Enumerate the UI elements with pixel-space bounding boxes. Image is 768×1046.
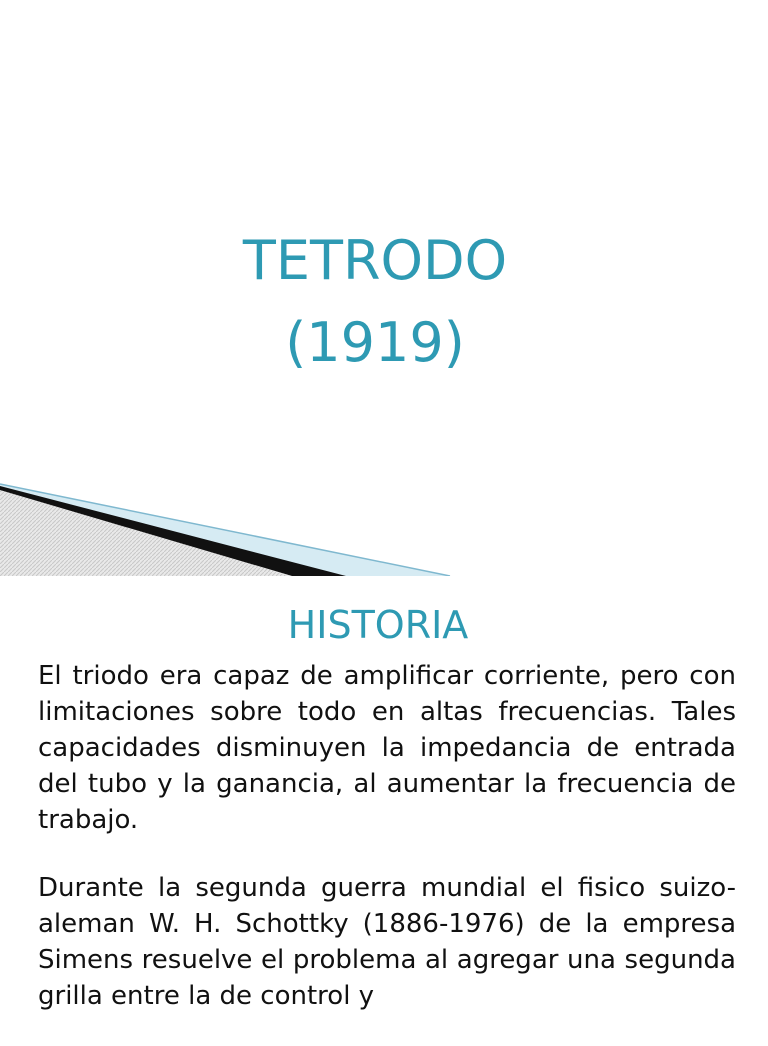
paragraph-1: El triodo era capaz de amplificar corriente, pero con limitaciones sobre todo en altas frecuencias. Tales capacidades disminuyen la impedancia de entrada del tubo y la ganancia, al aumentar la frecuencia de trabajo. <box>38 661 736 835</box>
paragraph-2: Durante la segunda guerra mundial el fisico suizo-aleman W. H. Schottky (1886-1976) de la empresa Simens resuelve el problema al agregar una segunda grilla entre la de control y <box>38 873 736 1011</box>
title-line-1: TETRODO <box>242 229 508 292</box>
decorative-swoosh <box>0 480 768 576</box>
section-heading: HISTORIA <box>287 603 469 647</box>
title-line-2: (1919) <box>285 311 465 374</box>
slide-title <box>0 220 750 384</box>
history-body <box>38 658 736 1046</box>
